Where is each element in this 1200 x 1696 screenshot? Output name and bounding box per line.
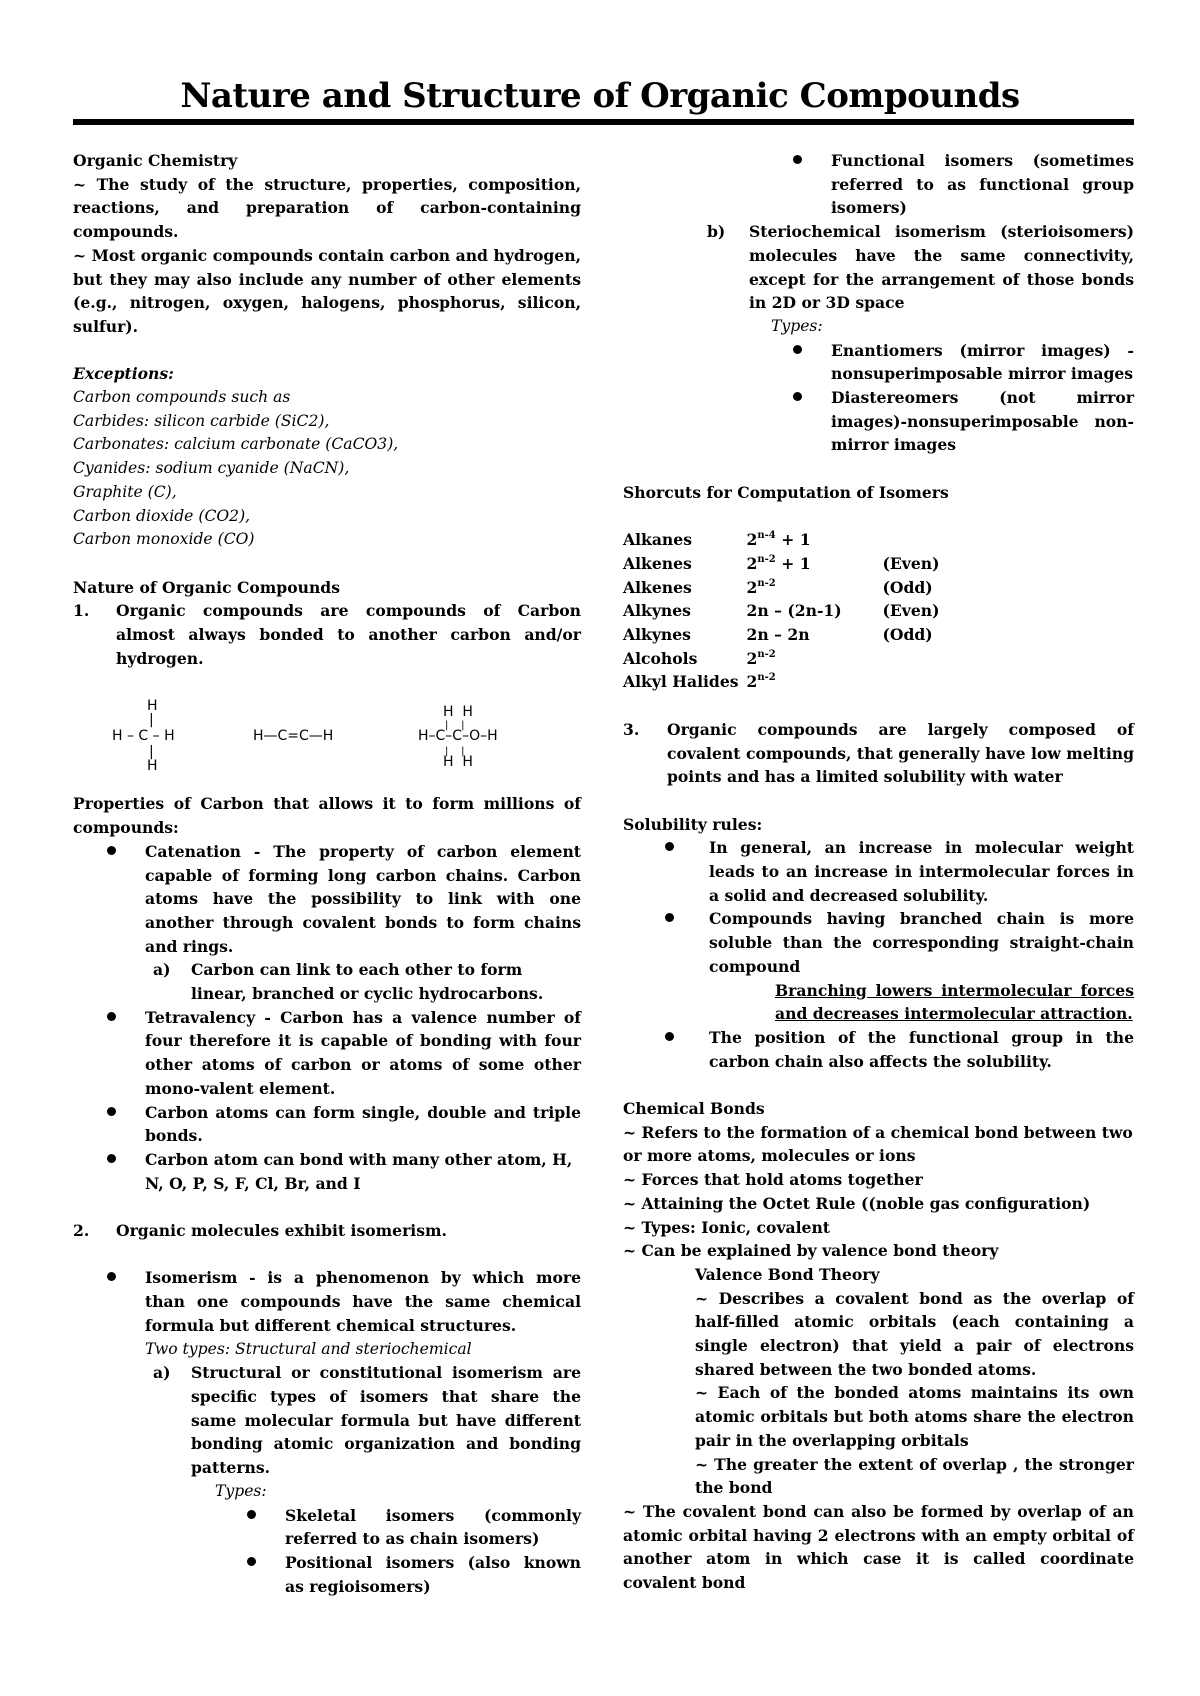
isomer-row <box>623 599 940 623</box>
item-text: Organic molecules exhibit isomerism. <box>116 1221 447 1241</box>
compound-name: Alkynes <box>623 625 691 645</box>
formula-exponent: n-2 <box>757 577 776 589</box>
bullet-text: Carbon atom can bond with many other atom, H, N, O, P, S, F, Cl, Br, and I <box>145 1149 573 1193</box>
bullet-icon <box>247 1504 285 1551</box>
bullet-text: Diastereomers (not mirror images)-nonsuperimposable non-mirror images <box>831 388 1134 455</box>
exception-line: Graphite (C), <box>73 482 177 501</box>
isomer-formula <box>747 670 883 694</box>
methane-middle: H – C – H <box>112 728 175 745</box>
sub-item-label: a) <box>153 1363 171 1383</box>
isomer-shortcut-table <box>623 528 940 694</box>
nature-heading: Nature of Organic Compounds <box>73 577 340 597</box>
formula-exponent: n-4 <box>757 530 776 542</box>
bullet-text: Catenation - The property of carbon element capable of forming long carbon chains. Carbon atoms have the possibility to link with one another through covalent bonds to form chains and rings. <box>145 841 581 956</box>
formula-base: 2n – (2n-1) <box>746 601 842 621</box>
formula-tail: + 1 <box>775 530 811 550</box>
bullet-text: Tetravalency - Carbon has a valence number of four therefore it is capable of bonding with four other atoms of carbon or atoms of some other mono-valent element. <box>145 1007 581 1098</box>
parity-note <box>883 647 940 671</box>
organic-chemistry-heading: Organic Chemistry <box>73 151 238 170</box>
bullet-bonding-atoms <box>73 1148 581 1195</box>
isomer-row <box>623 670 940 694</box>
types-label: Types: <box>771 316 823 335</box>
chemical-bonds-line: ~ Forces that hold atoms together <box>623 1170 923 1190</box>
shortcuts-heading: Shorcuts for Computation of Isomers <box>623 482 949 502</box>
exception-line: Carbon monoxide (CO) <box>73 530 255 549</box>
compound-name: Alkynes <box>623 601 691 621</box>
exception-line: Carbon dioxide (CO2), <box>73 506 251 525</box>
bullet-functional <box>623 149 1134 220</box>
methane-bottom-bond: | <box>149 744 154 761</box>
bullet-solubility-1 <box>623 836 1134 907</box>
sub-item-steriochemical <box>623 220 1134 315</box>
exception-line: Carbon compounds such as <box>73 388 291 407</box>
isomer-row <box>623 552 940 576</box>
bullet-solubility-2 <box>623 907 1134 978</box>
isomer-formula <box>747 528 883 552</box>
bullet-icon <box>665 907 709 978</box>
isomer-formula <box>747 552 883 576</box>
chemical-bonds-line: ~ Can be explained by valence bond theory <box>623 1241 999 1261</box>
isomer-formula <box>747 623 883 647</box>
item-text: Organic compounds are largely composed of covalent compounds, that generally have low melting points and has a limited solubility with water <box>667 719 1134 787</box>
formula-exponent: n-2 <box>757 648 776 660</box>
methanol-bottom: H H <box>443 754 473 771</box>
methanol-top-bonds: | | <box>445 720 465 732</box>
isomer-formula <box>747 576 883 600</box>
types-label: Types: <box>215 1481 267 1500</box>
formula-base: 2n – 2n <box>746 625 810 645</box>
parity-note <box>883 670 940 694</box>
sub-item-text: Structural or constitutional isomerism are specific types of isomers that share the same molecular formula but have different bonding atomic organization and bonding patterns. <box>191 1363 581 1478</box>
bullet-skeletal <box>73 1504 581 1551</box>
coordinate-covalent-note: ~ The covalent bond can also be formed by overlap of an atomic orbital having 2 electrons with an empty orbital of another atom in which case it is called coordinate covalent bond <box>623 1502 1134 1593</box>
parity-note: (Even) <box>882 553 940 573</box>
bullet-positional <box>73 1551 581 1598</box>
formula-exponent: n-2 <box>757 553 776 565</box>
sub-item-text: Carbon can link to each other to form linear, branched or cyclic hydrocarbons. <box>191 960 544 1004</box>
title-rule <box>73 119 1134 125</box>
bullet-icon <box>665 1026 709 1073</box>
compound-name: Alkenes <box>623 577 692 597</box>
bullet-bond-types <box>73 1101 581 1148</box>
formula-base: 2 <box>746 672 758 692</box>
isomer-formula <box>747 647 883 671</box>
formula-base: 2 <box>746 648 758 668</box>
two-types-note: Two types: Structural and steriochemical <box>145 1339 472 1358</box>
parity-note: (Odd) <box>882 577 933 597</box>
exception-line: Carbonates: calcium carbonate (CaCO3), <box>73 435 399 454</box>
compound-name: Alcohols <box>623 648 698 668</box>
solubility-heading: Solubility rules: <box>623 814 763 834</box>
bullet-text: The position of the functional group in the carbon chain also affects the solubility. <box>709 1027 1134 1071</box>
bullet-icon <box>793 339 831 386</box>
formula-tail: + 1 <box>775 553 811 573</box>
bullet-text: Carbon atoms can form single, double and triple bonds. <box>145 1102 581 1146</box>
item-text: Organic compounds are compounds of Carbon almost always bonded to another carbon and/or hydrogen. <box>116 601 581 668</box>
isomer-row <box>623 647 940 671</box>
bullet-catenation <box>73 840 581 959</box>
chemical-bonds-line: ~ Refers to the formation of a chemical bond between two or more atoms, molecules or ions <box>623 1122 1133 1166</box>
formula-exponent: n-2 <box>757 672 776 684</box>
structural-formulas <box>73 688 581 780</box>
bullet-isomerism <box>73 1266 581 1337</box>
bullet-icon <box>107 1266 145 1337</box>
organic-chemistry-definition: ~ The study of the structure, properties, composition, reactions, and preparation of carbon-containing compounds. <box>73 174 581 242</box>
item-number: 2. <box>73 1221 90 1241</box>
methanol-bottom-bonds: | | <box>445 746 465 758</box>
vbt-line: ~ The greater the extent of overlap , the stronger the bond <box>695 1454 1134 1498</box>
page-title: Nature and Structure of Organic Compounds <box>180 76 1020 116</box>
bullet-text: Enantiomers (mirror images) - nonsuperimposable mirror images <box>831 340 1134 384</box>
formula-base: 2 <box>746 553 758 573</box>
sub-item-label: b) <box>707 222 726 242</box>
isomer-formula <box>747 599 883 623</box>
formula-base: 2 <box>746 530 758 550</box>
branching-note: Branching lowers intermolecular forces and decreases intermolecular attraction. <box>775 980 1134 1024</box>
numbered-item-1 <box>73 599 581 670</box>
sub-item-a <box>73 958 581 1005</box>
organic-chemistry-elements: ~ Most organic compounds contain carbon and hydrogen, but they may also include any number of other elements (e.g., nitrogen, oxygen, halogens, phosphorus, silicon, sulfur). <box>73 245 581 336</box>
methane-top-bond: | <box>149 712 154 729</box>
ethyne-formula: H—C=C—H <box>253 728 334 745</box>
bullet-icon <box>793 149 831 220</box>
bullet-icon <box>665 836 709 907</box>
isomer-row <box>623 528 940 552</box>
methane-bottom-h: H <box>147 758 158 775</box>
left-column <box>73 149 581 1598</box>
methanol-middle: H–C–C–O–H <box>418 728 498 745</box>
exceptions-heading: Exceptions: <box>73 364 174 384</box>
sub-item-structural <box>73 1361 581 1480</box>
numbered-item-2 <box>73 1219 581 1243</box>
bullet-tetravalency <box>73 1006 581 1101</box>
bullet-text: Skeletal isomers (commonly referred to as chain isomers) <box>285 1505 581 1549</box>
compound-name: Alkenes <box>623 553 692 573</box>
vbt-line: ~ Each of the bonded atoms maintains its own atomic orbitals but both atoms share the electron pair in the overlapping orbitals <box>695 1383 1134 1450</box>
right-column <box>623 149 1134 1595</box>
item-number: 3. <box>623 719 640 739</box>
chemical-bonds-line: ~ Types: Ionic, covalent <box>623 1217 830 1237</box>
exception-line: Carbides: silicon carbide (SiC2), <box>73 411 330 430</box>
chemical-bonds-line: ~ Attaining the Octet Rule ((noble gas configuration) <box>623 1193 1091 1213</box>
bullet-enantiomers <box>623 339 1134 386</box>
properties-heading: Properties of Carbon that allows it to form millions of compounds: <box>73 794 581 838</box>
sub-item-label: a) <box>153 960 171 980</box>
formula-base: 2 <box>746 577 758 597</box>
bullet-icon <box>107 1148 145 1195</box>
bullet-icon <box>793 386 831 457</box>
bullet-text: Functional isomers (sometimes referred to as functional group isomers) <box>831 151 1134 218</box>
chemical-bonds-heading: Chemical Bonds <box>623 1099 765 1119</box>
isomer-row <box>623 576 940 600</box>
vbt-line: ~ Describes a covalent bond as the overlap of half-filled atomic orbitals (each containing a single electron) that yield a pair of electrons shared between the two bonded atoms. <box>695 1288 1134 1379</box>
bullet-icon <box>107 1101 145 1148</box>
bullet-solubility-3 <box>623 1026 1134 1073</box>
parity-note: (Even) <box>882 601 940 621</box>
sub-item-text: Steriochemical isomerism (sterioisomers) molecules have the same connectivity, except for the arrangement of those bonds in 2D or 3D space <box>749 222 1134 313</box>
compound-name: Alkanes <box>623 530 692 550</box>
methane-top-h: H <box>147 698 158 715</box>
bullet-text: Isomerism - is a phenomenon by which more than one compounds have the same chemical formula but different chemical structures. <box>145 1268 581 1335</box>
methanol-top: H H <box>443 704 473 721</box>
bullet-text: Positional isomers (also known as regioisomers) <box>285 1552 581 1596</box>
parity-note: (Odd) <box>882 625 933 645</box>
vbt-heading: Valence Bond Theory <box>695 1264 880 1284</box>
exception-line: Cyanides: sodium cyanide (NaCN), <box>73 459 350 478</box>
compound-name: Alkyl Halides <box>623 672 739 692</box>
bullet-icon <box>107 1006 145 1101</box>
parity-note <box>883 528 940 552</box>
bullet-icon <box>107 840 145 959</box>
bullet-diastereomers <box>623 386 1134 457</box>
bullet-icon <box>247 1551 285 1598</box>
bullet-text: In general, an increase in molecular weight leads to an increase in intermolecular forces in a solid and decreased solubility. <box>709 838 1134 905</box>
bullet-text: Compounds having branched chain is more soluble than the corresponding straight-chain compound <box>709 909 1134 976</box>
numbered-item-3 <box>623 718 1134 789</box>
item-number: 1. <box>73 601 90 621</box>
isomer-row <box>623 623 940 647</box>
